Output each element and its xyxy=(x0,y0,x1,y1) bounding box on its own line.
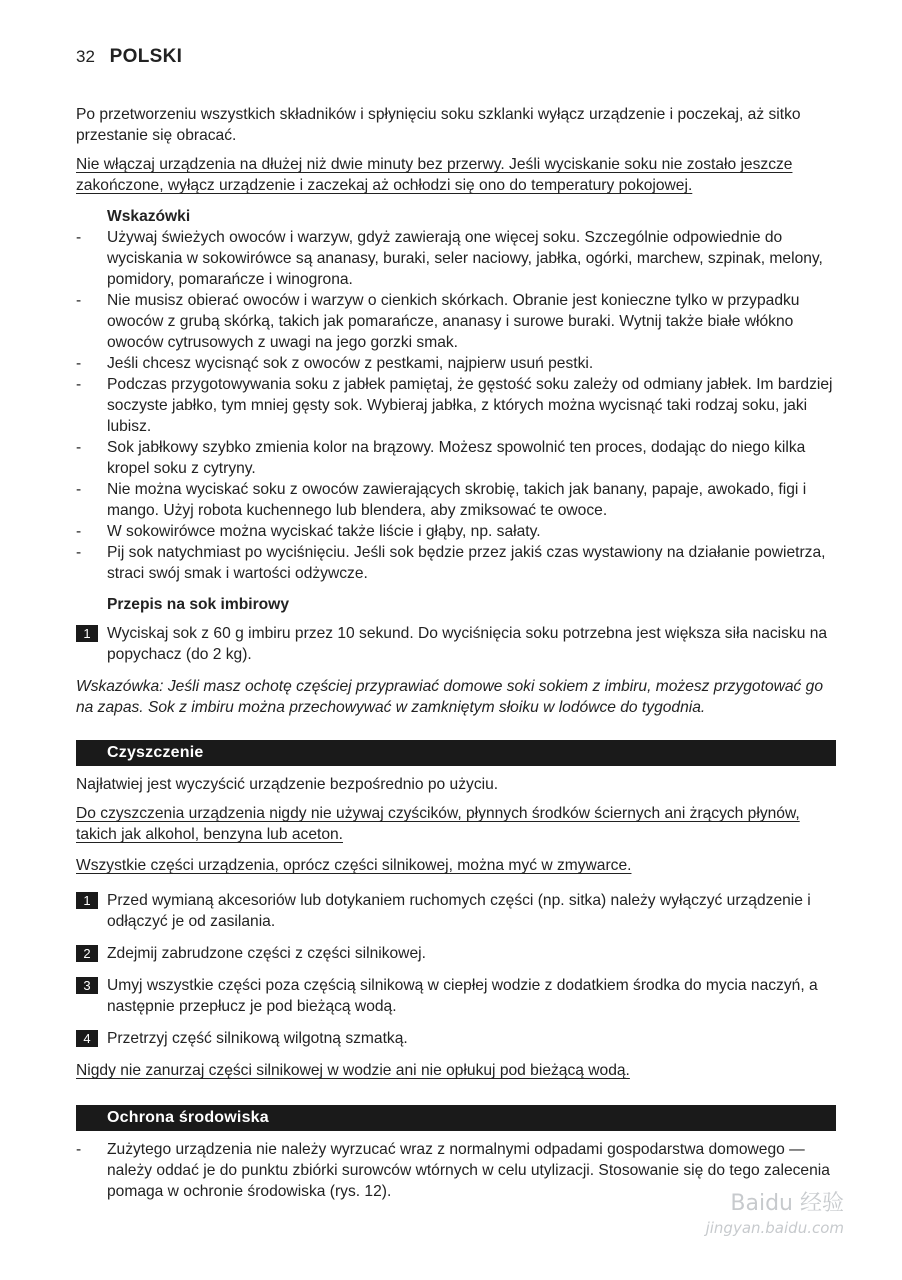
list-item: - W sokowirówce można wyciskać także liście i głąby, np. sałaty. xyxy=(76,521,836,542)
cleaning-section-title: Czyszczenie xyxy=(76,740,836,766)
page-header xyxy=(76,46,182,68)
list-item: - Jeśli chcesz wycisnąć sok z owoców z pestkami, najpierw usuń pestki. xyxy=(76,353,836,374)
page-number: 32 xyxy=(76,47,95,66)
list-item: - Pij sok natychmiast po wyciśnięciu. Jeśli sok będzie przez jakiś czas wystawiony na działanie powietrza, straci swój smak i wartości odżywcze. xyxy=(76,542,836,584)
step-number-badge: 4 xyxy=(76,1030,98,1047)
recipe-tip: Wskazówka: Jeśli masz ochotę częściej przyprawiać domowe soki sokiem z imbiru, możesz przygotować go na zapas. Sok z imbiru można przechowywać w zamkniętym słoiku w lodówce do tygodnia. xyxy=(76,678,824,716)
list-item: - Nie musisz obierać owoców i warzyw o cienkich skórkach. Obranie jest konieczne tylko w przypadku owoców z grubą skórką, takich jak pomarańcze, ananasy i surowe buraki. Wytnij także białe włókno owoców cytrusowych z uwagi na jego gorzki smak. xyxy=(76,290,836,353)
list-item: - Używaj świeżych owoców i warzyw, gdyż zawierają one więcej soku. Szczególnie odpowiednie do wyciskania w sokowirówce są ananasy, buraki, seler naciowy, jabłka, ogórki, marchew, szpinak, melony, pomidory, pomarańcze i winogrona. xyxy=(76,227,836,290)
step-number-badge: 1 xyxy=(76,892,98,909)
cleaning-step xyxy=(76,975,836,1017)
list-item: - Sok jabłkowy szybko zmienia kolor na brązowy. Możesz spowolnić ten proces, dodając do niego kilka kropel soku z cytryny. xyxy=(76,437,836,479)
watermark-url: jingyan.baidu.com xyxy=(705,1219,844,1237)
step-text: Wyciskaj sok z 60 g imbiru przez 10 sekund. Do wyciśnięcia soku potrzebna jest większa siła nacisku na popychacz (do 2 kg). xyxy=(107,625,828,663)
cleaning-step xyxy=(76,1028,836,1049)
cleaning-step xyxy=(76,890,836,932)
step-text: Przetrzyj część silnikową wilgotną szmatką. xyxy=(107,1030,408,1047)
tips-heading: Wskazówki xyxy=(107,208,191,225)
cleaning-warning: Do czyszczenia urządzenia nigdy nie używaj czyścików, płynnych środków ściernych ani żrących płynów, takich jak alkohol, benzyna lub aceton. xyxy=(76,805,800,843)
list-item: - Podczas przygotowywania soku z jabłek pamiętaj, że gęstość soku zależy od odmiany jabłek. Im bardziej soczyste jabłko, tym mniej gęsty sok. Wybieraj jabłka, z których można wycisnąć taki rodzaj soku, jaki lubisz. xyxy=(76,374,836,437)
step-text: Przed wymianą akcesoriów lub dotykaniem ruchomych części (np. sitka) należy wyłączyć urządzenie i odłączyć je od zasilania. xyxy=(107,892,811,930)
language-title: POLSKI xyxy=(109,46,183,67)
step-number-badge: 2 xyxy=(76,945,98,962)
step-text: Umyj wszystkie części poza częścią silnikową w ciepłej wodzie z dodatkiem środka do mycia naczyń, a następnie przepłucz je pod bieżącą wodą. xyxy=(107,977,818,1015)
recipe-step xyxy=(76,623,836,665)
cleaning-water-warning: Nigdy nie zanurzaj części silnikowej w wodzie ani nie opłukuj pod bieżącą wodą. xyxy=(76,1062,630,1079)
watermark-brand: Baidu 经验 xyxy=(730,1191,844,1216)
list-item: - Zużytego urządzenia nie należy wyrzucać wraz z normalnymi odpadami gospodarstwa domowego — należy oddać je do punktu zbiórki surowców wtórnych w celu utylizacji. Stosowanie się do tego zalecenia pomaga w ochronie środowiska (rys. 12). xyxy=(76,1139,836,1202)
cleaning-step xyxy=(76,943,836,964)
cleaning-intro: Najłatwiej jest wyczyścić urządzenie bezpośrednio po użyciu. xyxy=(76,776,499,793)
cleaning-dishwasher-note: Wszystkie części urządzenia, oprócz części silnikowej, można myć w zmywarce. xyxy=(76,857,632,874)
warning-paragraph: Nie włączaj urządzenia na dłużej niż dwie minuty bez przerwy. Jeśli wyciskanie soku nie zostało jeszcze zakończone, wyłącz urządzenie i zaczekaj aż ochłodzi się ono do temperatury pokojowej. xyxy=(76,156,793,194)
environment-section-title: Ochrona środowiska xyxy=(76,1105,836,1131)
intro-paragraph: Po przetworzeniu wszystkich składników i spłynięciu soku szklanki wyłącz urządzenie i poczekaj, aż sitko przestanie się obracać. xyxy=(76,106,801,144)
tips-list xyxy=(76,227,836,584)
step-number-badge: 3 xyxy=(76,977,98,994)
page-content xyxy=(76,104,836,1202)
recipe-heading: Przepis na sok imbirowy xyxy=(107,596,289,613)
step-text: Zdejmij zabrudzone części z części silnikowej. xyxy=(107,945,426,962)
step-number-badge: 1 xyxy=(76,625,98,642)
watermark xyxy=(706,1192,844,1240)
list-item: - Nie można wyciskać soku z owoców zawierających skrobię, takich jak banany, papaje, awokado, figi i mango. Użyj robota kuchennego lub blendera, aby zmiksować te owoce. xyxy=(76,479,836,521)
